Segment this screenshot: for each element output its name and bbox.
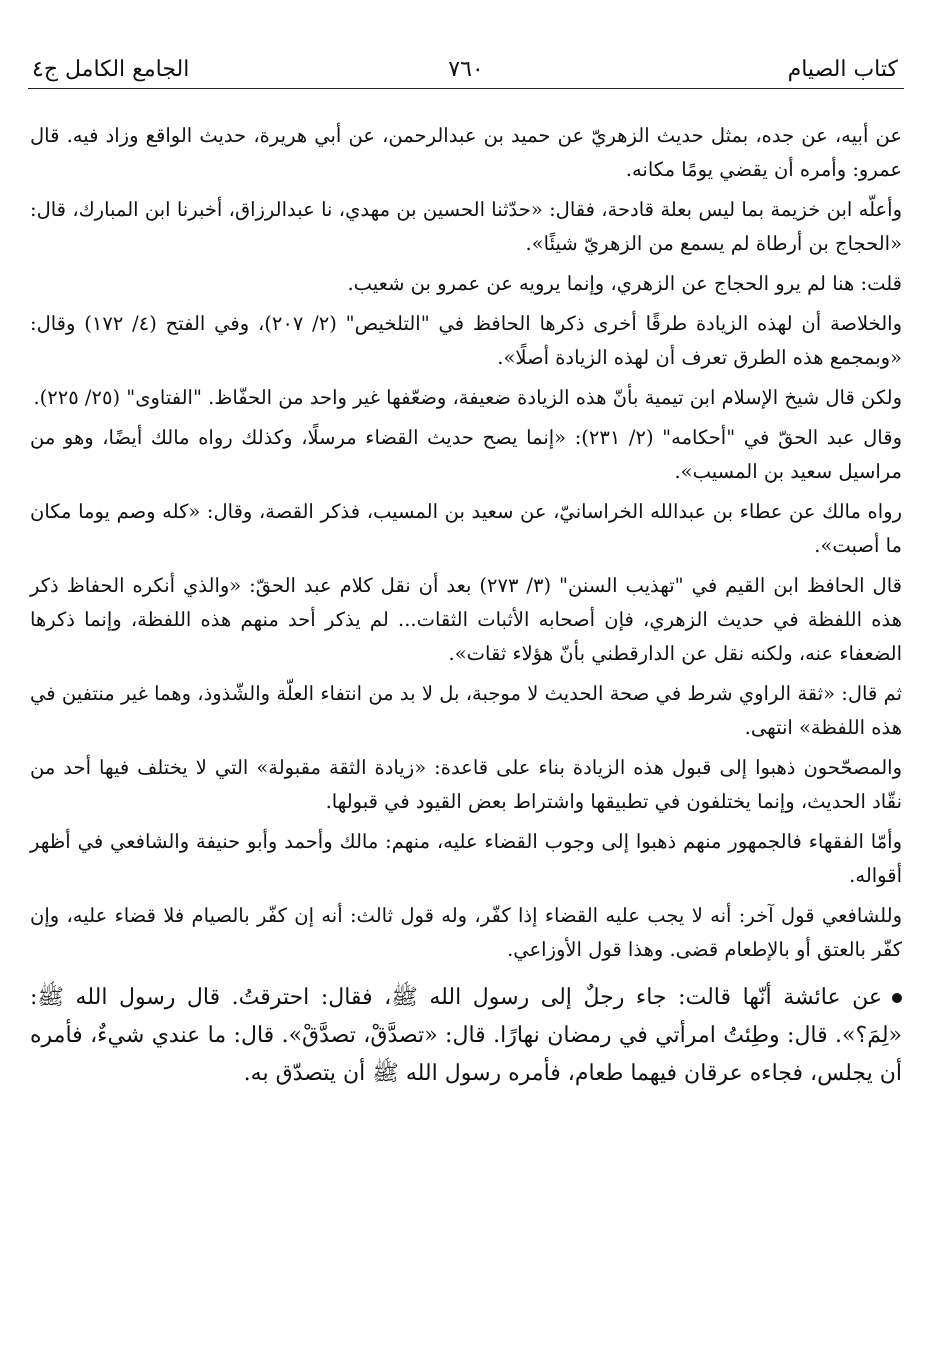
paragraph: رواه مالك عن عطاء بن عبدالله الخراسانيّ، عن سعيد بن المسيب، فذكر القصة، وقال: «كله وصم يوما مكان ما أصبت».	[30, 500, 902, 557]
paragraph: والمصحّحون ذهبوا إلى قبول هذه الزيادة بناء على قاعدة: «زيادة الثقة مقبولة» التي لا يختلف فيها أحد من نقّاد الحديث، وإنما يختلفون في تطبيقها واشتراط بعض القيود في قبولها.	[30, 756, 902, 813]
page-number: ٧٦٠	[448, 57, 484, 82]
hadith-text: عن عائشة أنّها قالت: جاء رجلٌ إلى رسول الله ﷺ، فقال: احترقتُ. قال رسول الله ﷺ: «لِمَ؟». قال: وطِئتُ امرأتي في رمضان نهارًا. قال: «تصدَّقْ، تصدَّقْ». قال: ما عندي شيءٌ، فأمره أن يجلس، فجاءه عرقان فيهما طعام، فأمره رسول الله ﷺ أن يتصدّق به.	[30, 985, 902, 1086]
paragraph: ثم قال: «ثقة الراوي شرط في صحة الحديث لا موجبة، بل لا بد من انتفاء العلّة والشّذوذ، وهما غير منتفين في هذه اللفظة» انتهى.	[30, 682, 902, 739]
paragraph: عن أبيه، عن جده، بمثل حديث الزهريّ عن حميد بن عبدالرحمن، عن أبي هريرة، حديث الواقع وزاد فيه. قال عمرو: وأمره أن يقضي يومًا مكانه.	[30, 124, 902, 181]
book-page	[28, 40, 904, 1340]
bullet-icon	[892, 993, 902, 1003]
volume-title: الجامع الكامل ج٤	[32, 57, 190, 82]
paragraph: وقال عبد الحقّ في "أحكامه" (٢/ ٢٣١): «إنما يصح حديث القضاء مرسلًا، وكذلك رواه مالك أيضًا، وهو من مراسيل سعيد بن المسيب».	[30, 426, 902, 483]
paragraph: قلت: هنا لم يرو الحجاج عن الزهري، وإنما يرويه عن عمرو بن شعيب.	[347, 272, 902, 295]
page-header	[28, 40, 904, 89]
paragraph: ولكن قال شيخ الإسلام ابن تيمية بأنّ هذه الزيادة ضعيفة، وضعّفها غير واحد من الحفّاظ. "الفتاوى" (٢٥/ ٢٢٥).	[33, 386, 902, 409]
paragraph: وللشافعي قول آخر: أنه لا يجب عليه القضاء إذا كفّر، وله قول ثالث: أنه إن كفّر بالصيام فلا قضاء عليه، وإن كفّر بالعتق أو بالإطعام قضى. وهذا قول الأوزاعي.	[30, 904, 902, 961]
chapter-title: كتاب الصيام	[787, 57, 898, 82]
paragraph: والخلاصة أن لهذه الزيادة طرقًا أخرى ذكرها الحافظ في "التلخيص" (٢/ ٢٠٧)، وفي الفتح (٤/ ١٧٢) وقال: «وبمجمع هذه الطرق تعرف أن لهذه الزيادة أصلًا».	[30, 312, 902, 369]
paragraph: قال الحافظ ابن القيم في "تهذيب السنن" (٣/ ٢٧٣) بعد أن نقل كلام عبد الحقّ: «والذي أنكره الحفاظ ذكر هذه اللفظة في حديث الزهري، فإن أصحابه الأثبات الثقات... لم يذكر أحد منهم هذه اللفظة، وإنما ذكرها الضعفاء عنه، ولكنه نقل عن الدارقطني بأنّ هؤلاء ثقات».	[30, 574, 902, 665]
hadith-paragraph	[30, 979, 902, 1093]
paragraph: وأمّا الفقهاء فالجمهور منهم ذهبوا إلى وجوب القضاء عليه، منهم: مالك وأحمد وأبو حنيفة والشافعي في أظهر أقواله.	[30, 830, 902, 887]
page-body	[28, 119, 904, 1093]
paragraph: وأعلّه ابن خزيمة بما ليس بعلة قادحة، فقال: «حدّثنا الحسين بن مهدي، نا عبدالرزاق، أخبرنا ابن المبارك، قال: «الحجاج بن أرطاة لم يسمع من الزهريّ شيئًا».	[30, 198, 902, 255]
